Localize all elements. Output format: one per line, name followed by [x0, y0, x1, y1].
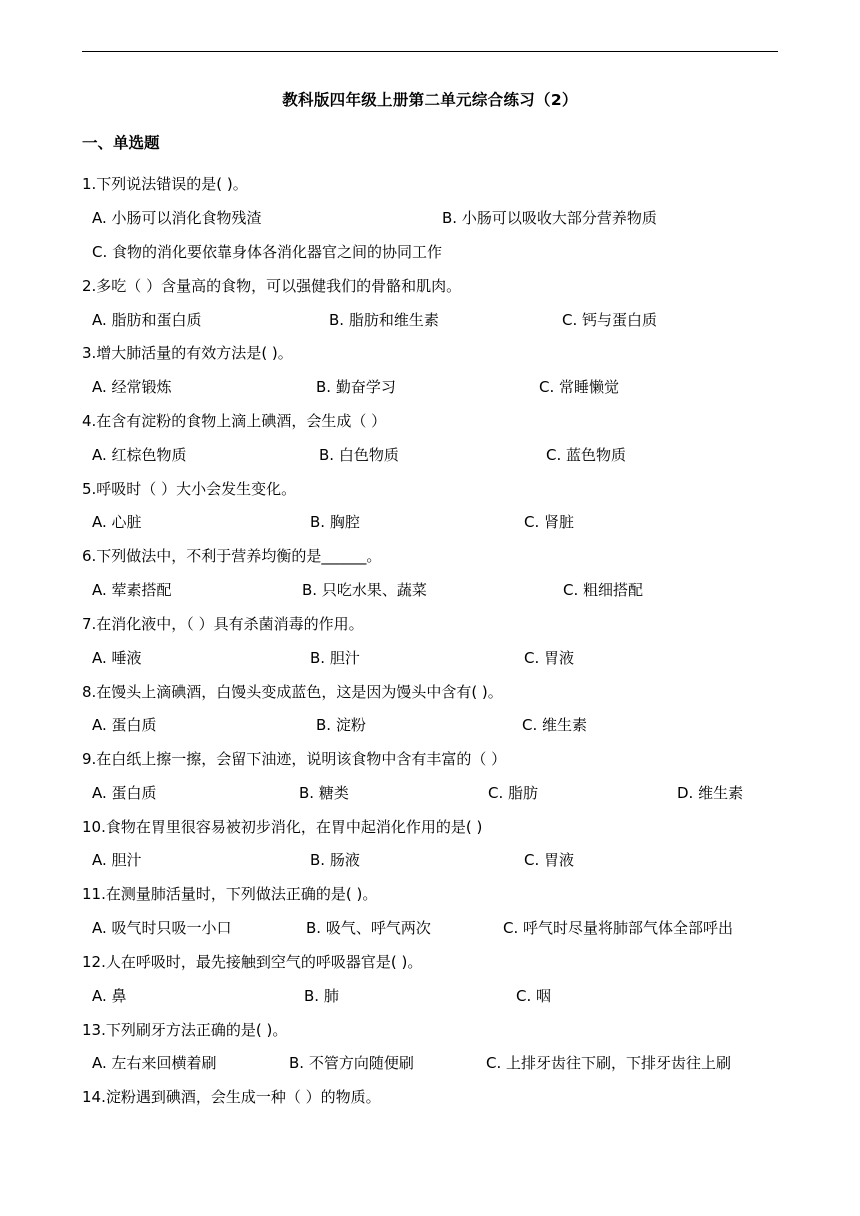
option-13b: B. 不管方向随便刷	[289, 1054, 414, 1072]
question-7: 7.在消化液中，（ ）具有杀菌消毒的作用。	[82, 615, 364, 633]
question-5: 5.呼吸时（ ）大小会发生变化。	[82, 480, 297, 498]
option-1a: A. 小肠可以消化食物残渣	[92, 209, 262, 227]
option-2b: B. 脂肪和维生素	[329, 311, 439, 329]
option-6a: A. 荤素搭配	[92, 581, 172, 599]
option-3b: B. 勤奋学习	[316, 378, 396, 396]
header-rule	[82, 51, 778, 52]
option-10b: B. 肠液	[310, 851, 360, 869]
option-2a: A. 脂肪和蛋白质	[92, 311, 202, 329]
option-1c: C. 食物的消化要依靠身体各消化器官之间的协同工作	[92, 243, 443, 261]
option-7a: A. 唾液	[92, 649, 142, 667]
question-3: 3.增大肺活量的有效方法是( )。	[82, 344, 293, 362]
option-1b: B. 小肠可以吸收大部分营养物质	[442, 209, 657, 227]
question-14: 14.淀粉遇到碘酒，会生成一种（ ）的物质。	[82, 1088, 381, 1106]
question-10: 10.食物在胃里很容易被初步消化，在胃中起消化作用的是( )	[82, 818, 483, 836]
option-11a: A. 吸气时只吸一小口	[92, 919, 232, 937]
option-10c: C. 胃液	[524, 851, 575, 869]
question-4: 4.在含有淀粉的食物上滴上碘酒，会生成（ ）	[82, 412, 387, 430]
option-4c: C. 蓝色物质	[546, 446, 627, 464]
question-8: 8.在馒头上滴碘酒，白馒头变成蓝色，这是因为馒头中含有( )。	[82, 683, 503, 701]
question-13: 13.下列刷牙方法正确的是( )。	[82, 1021, 288, 1039]
option-3c: C. 常睡懒觉	[539, 378, 620, 396]
option-6b: B. 只吃水果、蔬菜	[302, 581, 427, 599]
option-11c: C. 呼气时尽量将肺部气体全部呼出	[503, 919, 734, 937]
option-8c: C. 维生素	[522, 716, 588, 734]
option-12c: C. 咽	[516, 987, 552, 1005]
question-2: 2.多吃（ ）含量高的食物，可以强健我们的骨骼和肌肉。	[82, 277, 462, 295]
option-9a: A. 蛋白质	[92, 784, 157, 802]
option-9c: C. 脂肪	[488, 784, 539, 802]
page-title: 教科版四年级上册第二单元综合练习（2）	[282, 91, 578, 109]
option-8b: B. 淀粉	[316, 716, 366, 734]
option-4a: A. 红棕色物质	[92, 446, 187, 464]
question-11: 11.在测量肺活量时，下列做法正确的是( )。	[82, 885, 378, 903]
option-9b: B. 糖类	[299, 784, 349, 802]
option-12b: B. 肺	[304, 987, 339, 1005]
option-13a: A. 左右来回横着刷	[92, 1054, 217, 1072]
question-12: 12.人在呼吸时，最先接触到空气的呼吸器官是( )。	[82, 953, 423, 971]
section-heading: 一、单选题	[82, 134, 160, 152]
question-6: 6.下列做法中，不利于营养均衡的是______。	[82, 547, 382, 565]
option-13c: C. 上排牙齿往下刷，下排牙齿往上刷	[486, 1054, 732, 1072]
option-7c: C. 胃液	[524, 649, 575, 667]
option-3a: A. 经常锻炼	[92, 378, 172, 396]
question-1: 1.下列说法错误的是( )。	[82, 175, 248, 193]
question-9: 9.在白纸上擦一擦，会留下油迹，说明该食物中含有丰富的（ ）	[82, 750, 507, 768]
option-5a: A. 心脏	[92, 513, 142, 531]
option-9d: D. 维生素	[677, 784, 744, 802]
option-6c: C. 粗细搭配	[563, 581, 644, 599]
option-4b: B. 白色物质	[319, 446, 399, 464]
option-5c: C. 肾脏	[524, 513, 575, 531]
option-10a: A. 胆汁	[92, 851, 142, 869]
option-11b: B. 吸气、呼气两次	[306, 919, 431, 937]
option-2c: C. 钙与蛋白质	[562, 311, 658, 329]
option-8a: A. 蛋白质	[92, 716, 157, 734]
option-12a: A. 鼻	[92, 987, 127, 1005]
option-5b: B. 胸腔	[310, 513, 360, 531]
option-7b: B. 胆汁	[310, 649, 360, 667]
